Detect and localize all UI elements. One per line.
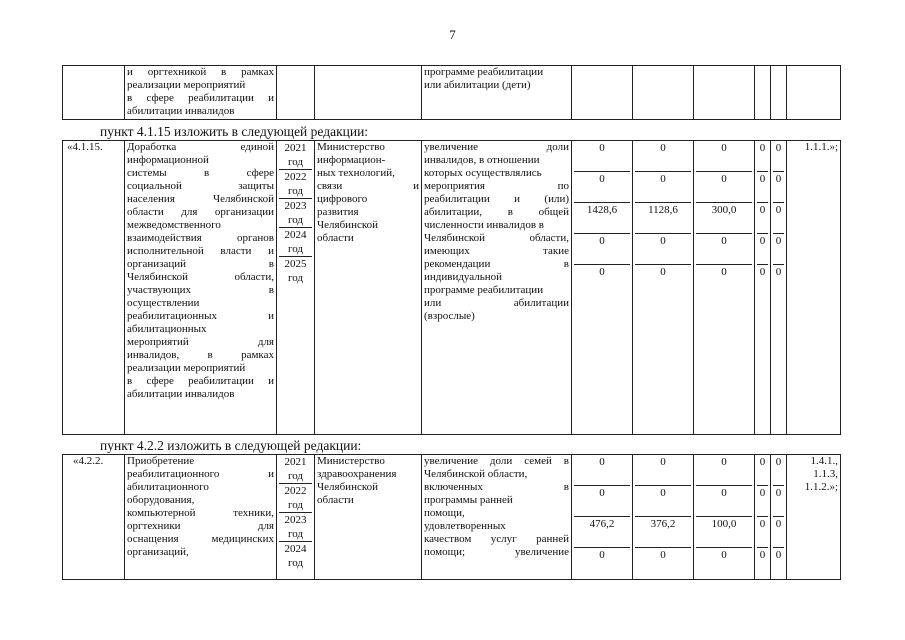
text-line: области — [317, 232, 354, 244]
text-line: помощи; увеличение — [424, 546, 569, 558]
value-cell: 300,0 — [696, 203, 752, 234]
value-cell: 0 — [721, 549, 727, 561]
section-heading: пункт 4.2.2 изложить в следующей редакции: — [100, 438, 362, 453]
text-line: увеличение доли семей в — [424, 455, 569, 467]
text-line: увеличение доли — [424, 141, 569, 153]
text-line: информацион- — [317, 154, 386, 166]
text-line: численности инвалидов в — [424, 219, 544, 231]
page-number: 7 — [449, 27, 456, 42]
cell-value — [771, 66, 787, 120]
value-cell: 1428,6 — [574, 203, 630, 234]
text-line: осуществлении — [127, 297, 200, 309]
value-cell: 1128,6 — [635, 203, 691, 234]
ref-text: 1.1.1.»; — [804, 141, 838, 153]
year-cell: 2022 год — [279, 170, 312, 199]
value-cell: 0 — [574, 234, 630, 265]
value-cell: 0 — [599, 549, 605, 561]
item-number-text: «4.2.2. — [73, 455, 104, 467]
value-cell: 0 — [635, 172, 691, 203]
continuation-table — [62, 65, 841, 120]
item-ref — [787, 141, 841, 435]
text-line: Челябинской — [317, 219, 379, 231]
text-line: которых осуществлялись — [424, 167, 542, 179]
text-line: рекомендации в — [424, 258, 569, 270]
value-cell: 0 — [757, 234, 768, 265]
text-line: цифрового — [317, 193, 368, 205]
cell-value — [572, 66, 633, 120]
value-cell: 476,2 — [574, 517, 630, 548]
item-table-4-2-2 — [62, 454, 841, 580]
value-cell: 0 — [721, 266, 727, 278]
item-name — [125, 141, 277, 435]
years-column — [277, 141, 315, 435]
text-line: информационной — [127, 154, 209, 166]
text-line: инвалидов, в рамках — [127, 349, 274, 361]
value-cell: 100,0 — [696, 517, 752, 548]
text-line: реабилитационного и — [127, 468, 274, 480]
cell-indicator — [422, 66, 572, 120]
text-line: системы в сфере — [127, 167, 274, 179]
year-cell: 2024 год — [284, 543, 307, 569]
value-cell: 0 — [574, 486, 630, 517]
text-line: Приобретение — [127, 455, 195, 467]
item-indicator — [422, 141, 572, 435]
text-line: оснащения медицинских — [127, 533, 274, 545]
cell-name — [125, 66, 277, 120]
values-col-5 — [771, 141, 787, 435]
year-cell: 2023 год — [279, 513, 312, 542]
values-col-3 — [694, 141, 755, 435]
item-number-text: «4.1.15. — [67, 141, 103, 153]
cell-value — [694, 66, 755, 120]
text-line: области — [317, 494, 354, 506]
text-line: реабилитационных и — [127, 310, 274, 322]
text-line: и оргтехникой в рамках — [127, 66, 274, 78]
year-cell: 2023 год — [279, 199, 312, 228]
text-line: индивидуальной — [424, 271, 503, 283]
value-cell: 0 — [773, 141, 784, 172]
value-cell: 0 — [696, 141, 752, 172]
item-number — [63, 141, 125, 435]
value-cell: 0 — [757, 203, 768, 234]
text-line: мероприятий для — [127, 336, 274, 348]
text-line: взаимодействия органов — [127, 232, 274, 244]
text-line: населения Челябинской — [127, 193, 274, 205]
item-executor — [315, 141, 422, 435]
value-cell: 0 — [574, 141, 630, 172]
cell-ref — [787, 66, 841, 120]
text-line: помощи, — [424, 507, 465, 519]
value-cell: 0 — [635, 455, 691, 486]
text-line: Министерство — [317, 455, 385, 467]
text-line: оргтехники для — [127, 520, 274, 532]
value-cell: 0 — [635, 234, 691, 265]
text-line: Доработка единой — [127, 141, 274, 153]
text-line: ных технологий, — [317, 167, 395, 179]
value-cell: 0 — [696, 172, 752, 203]
text-line: абилитационных — [127, 323, 207, 335]
value-cell: 0 — [574, 172, 630, 203]
value-cell: 0 — [635, 486, 691, 517]
text-line: абилитации инвалидов — [127, 388, 235, 400]
text-line: программы ранней — [424, 494, 513, 506]
years-column — [277, 455, 315, 580]
value-cell: 0 — [773, 172, 784, 203]
text-line: Челябинской — [317, 481, 379, 493]
text-line: области для организации — [127, 206, 274, 218]
text-line: имеющих такие — [424, 245, 569, 257]
values-col-1 — [572, 455, 633, 580]
value-cell: 0 — [696, 455, 752, 486]
text-line: социальной защиты — [127, 180, 274, 192]
text-line: реализации мероприятий — [127, 362, 246, 374]
text-line: включенных в — [424, 481, 569, 493]
value-cell: 0 — [759, 266, 766, 278]
text-line: или абилитации — [424, 297, 569, 309]
value-cell: 0 — [759, 549, 766, 561]
text-line: в сфере реабилитации и — [127, 375, 274, 387]
text-line: качеством услуг ранней — [424, 533, 569, 545]
year-cell: 2021 год — [279, 455, 312, 484]
text-line: реабилитации и (или) — [424, 193, 569, 205]
text-line: Челябинской области, — [424, 232, 569, 244]
value-cell: 0 — [696, 486, 752, 517]
item-table-4-1-15 — [62, 140, 841, 435]
text-line: абилитационного — [127, 481, 209, 493]
text-line: мероприятия по — [424, 180, 569, 192]
value-cell: 0 — [757, 517, 768, 548]
value-cell: 0 — [757, 172, 768, 203]
year-cell: 2022 год — [279, 484, 312, 513]
item-name — [125, 455, 277, 580]
value-cell: 0 — [696, 234, 752, 265]
value-cell: 0 — [775, 549, 782, 561]
values-col-2 — [633, 455, 694, 580]
text-line: реализации мероприятий — [127, 79, 246, 91]
cell-value — [633, 66, 694, 120]
text-line: абилитации, в общей — [424, 206, 569, 218]
text-line: в сфере реабилитации и — [127, 92, 274, 104]
ref-line: 1.1.2.»; — [804, 481, 838, 493]
text-line: здравоохранения — [317, 468, 397, 480]
text-line: участвующих в — [127, 284, 274, 296]
text-line: организаций, — [127, 546, 189, 558]
values-col-1 — [572, 141, 633, 435]
text-line: исполнительной власти и — [127, 245, 274, 257]
text-line: связи и — [317, 180, 419, 192]
text-line: Министерство — [317, 141, 385, 153]
text-line: инвалидов, в отношении — [424, 154, 540, 166]
item-executor — [315, 455, 422, 580]
value-cell: 376,2 — [635, 517, 691, 548]
value-cell: 0 — [635, 141, 691, 172]
section-heading: пункт 4.1.15 изложить в следующей редакции: — [100, 124, 369, 139]
text-line: или абилитации (дети) — [424, 79, 531, 91]
item-indicator — [422, 455, 572, 580]
text-line: (взрослые) — [424, 310, 475, 322]
value-cell: 0 — [757, 141, 768, 172]
value-cell: 0 — [773, 234, 784, 265]
text-line: развития — [317, 206, 359, 218]
values-col-2 — [633, 141, 694, 435]
values-col-5 — [771, 455, 787, 580]
ref-line: 1.4.1., — [810, 455, 838, 467]
text-line: межведомственного — [127, 219, 221, 231]
value-cell: 0 — [775, 266, 782, 278]
year-cell: 2025 год — [284, 258, 307, 284]
text-line: Челябинской области, — [127, 271, 274, 283]
value-cell: 0 — [773, 517, 784, 548]
text-line: удовлетворенных — [424, 520, 506, 532]
text-line: компьютерной техники, — [127, 507, 274, 519]
text-line: Челябинской области, — [424, 468, 528, 480]
text-line: абилитации инвалидов — [127, 105, 235, 117]
value-cell: 0 — [773, 203, 784, 234]
value-cell: 0 — [660, 549, 666, 561]
cell-num — [63, 66, 125, 120]
value-cell: 0 — [757, 486, 768, 517]
value-cell: 0 — [574, 455, 630, 486]
value-cell: 0 — [599, 266, 605, 278]
cell-value — [755, 66, 771, 120]
values-col-4 — [755, 141, 771, 435]
text-line: программе реабилитации — [424, 284, 544, 296]
values-col-3 — [694, 455, 755, 580]
text-line: оборудования, — [127, 494, 195, 506]
cell-executor — [315, 66, 422, 120]
value-cell: 0 — [773, 486, 784, 517]
values-col-4 — [755, 455, 771, 580]
value-cell: 0 — [757, 455, 768, 486]
ref-line: 1.1.3, — [813, 468, 838, 480]
year-cell: 2021 год — [279, 141, 312, 170]
text-line: организаций в — [127, 258, 274, 270]
value-cell: 0 — [773, 455, 784, 486]
item-number — [63, 455, 125, 580]
value-cell: 0 — [660, 266, 666, 278]
item-ref — [787, 455, 841, 580]
cell-year — [277, 66, 315, 120]
year-cell: 2024 год — [279, 228, 312, 257]
text-line: программе реабилитации — [424, 66, 544, 78]
